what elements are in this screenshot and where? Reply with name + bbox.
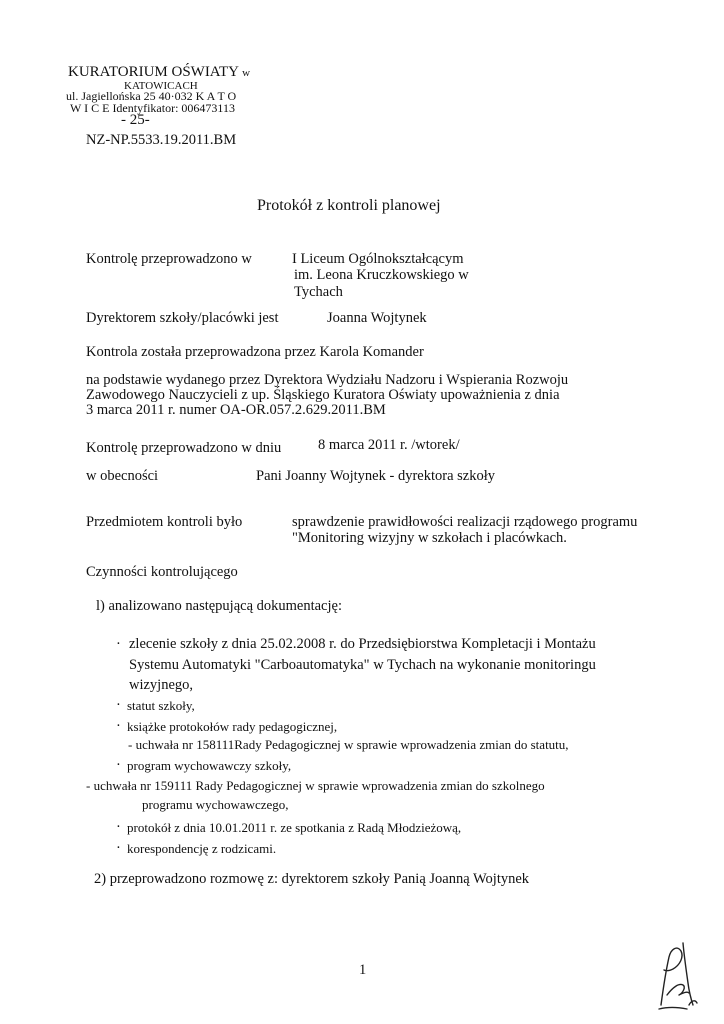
director-value: Joanna Wojtynek: [327, 310, 427, 326]
activities-item1: l) analizowano następującą dokumentację:: [96, 598, 342, 614]
doc-item: korespondencję z rodzicami.: [127, 841, 277, 856]
doc-item: protokół z dnia 10.01.2011 r. ze spotkania z Radą Młodzieżową,: [127, 820, 462, 835]
presence-label: w obecności: [86, 468, 159, 484]
doc-item: - uchwała nr 158111Rady Pedagogicznej w sprawie wprowadzenia zmian do statutu,: [128, 737, 569, 752]
document-title: Protokół z kontroli planowej: [257, 197, 441, 214]
office-name-suffix: w: [242, 67, 251, 79]
subject-line2: "Monitoring wizyjny w szkołach i placówkach.: [292, 530, 567, 546]
school-name-line3: Tychach: [294, 284, 343, 300]
doc-item: statut szkoły,: [127, 698, 195, 713]
doc-item: program wychowawczy szkoły,: [127, 758, 292, 773]
doc-item: książke protokołów rady pedagogicznej,: [127, 719, 338, 734]
activities-heading: Czynności kontrolującego: [86, 564, 238, 580]
director-label: Dyrektorem szkoły/placówki jest: [86, 310, 279, 326]
school-name-line1: I Liceum Ogólnokształcącym: [292, 251, 464, 267]
school-label: Kontrolę przeprowadzono w: [86, 251, 252, 267]
basis-line3: 3 marca 2011 r. numer OA-OR.057.2.629.2011.BM: [86, 402, 386, 418]
office-identifier: W I C E Identyfikator: 006473113: [70, 101, 235, 115]
presence-value: Pani Joanny Wojtynek - dyrektora szkoły: [256, 468, 495, 484]
doc-bullet: ·: [116, 840, 121, 856]
doc-bullet: ·: [116, 819, 121, 835]
doc-item-line: Systemu Automatyki "Carboautomatyka" w Tychach na wykonanie monitoringu: [129, 657, 596, 673]
document-number: - 25-: [121, 112, 150, 128]
doc-bullet: ·: [116, 718, 121, 734]
inspector-line: Kontrola została przeprowadzona przez Karola Komander: [86, 344, 424, 360]
office-city: KATOWICACH: [124, 80, 198, 92]
date-label: Kontrolę przeprowadzono w dniu: [86, 440, 282, 456]
basis-line1: na podstawie wydanego przez Dyrektora Wydziału Nadzoru i Wspierania Rozwoju: [86, 372, 569, 388]
office-name: [68, 64, 250, 81]
page-number: 1: [359, 962, 367, 978]
subject-line1: sprawdzenie prawidłowości realizacji rządowego programu: [292, 514, 638, 530]
date-value: 8 marca 2011 r. /wtorek/: [318, 437, 460, 453]
office-name-text: KURATORIUM OŚWIATY: [68, 64, 239, 80]
subject-label: Przedmiotem kontroli było: [86, 514, 243, 530]
reference-number: NZ-NP.5533.19.2011.BM: [86, 132, 237, 148]
doc-item: - uchwała nr 159111 Rady Pedagogicznej w sprawie wprowadzenia zmian do szkolnego: [86, 778, 545, 793]
school-name-line2: im. Leona Kruczkowskiego w: [294, 267, 469, 283]
basis-line2: Zawodowego Nauczycieli z up. Śląskiego Kuratora Oświaty upoważnienia z dnia: [86, 387, 560, 403]
doc-bullet: ·: [116, 757, 121, 773]
signature-initials: [653, 935, 701, 1015]
office-address: ul. Jagiellońska 25 40·032 K A T O: [66, 89, 237, 103]
doc-item: programu wychowawczego,: [142, 797, 289, 812]
doc-bullet: ·: [116, 697, 121, 713]
doc-item-line: zlecenie szkoły z dnia 25.02.2008 r. do Przedsiębiorstwa Kompletacji i Montażu: [129, 636, 596, 652]
doc-item-line: wizyjnego,: [129, 677, 194, 693]
activities-item2: 2) przeprowadzono rozmowę z: dyrektorem szkoły Panią Joanną Wojtynek: [94, 871, 530, 887]
doc-bullet: ·: [116, 636, 121, 652]
